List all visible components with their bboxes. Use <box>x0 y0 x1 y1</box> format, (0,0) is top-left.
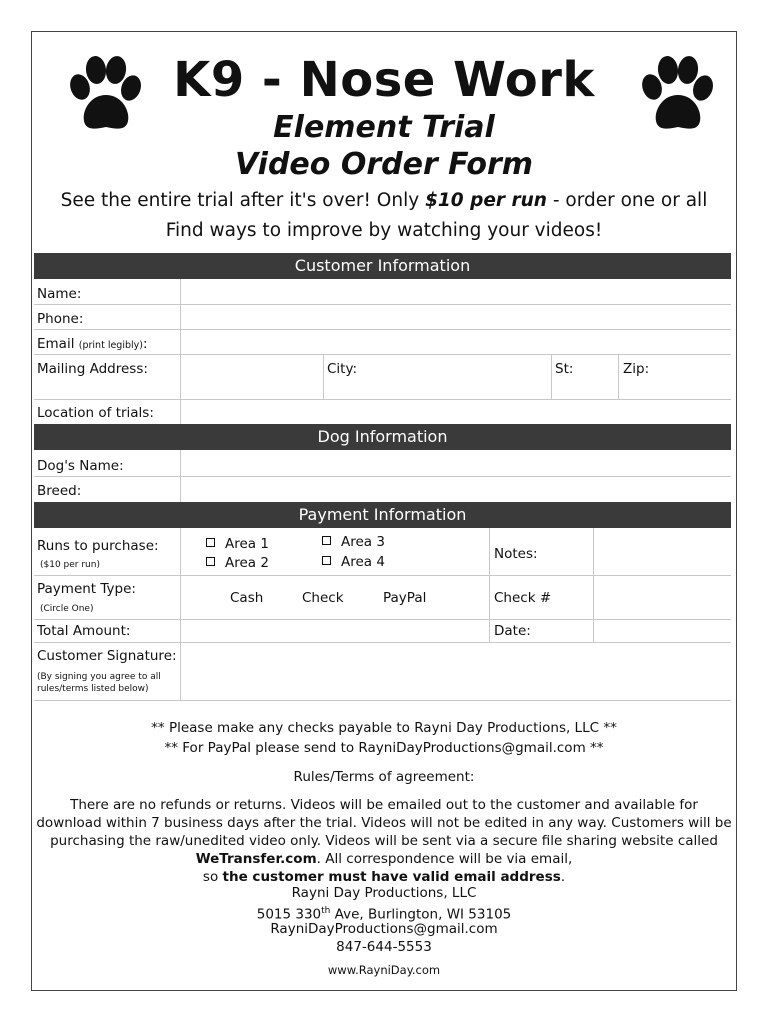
area-3-checkbox[interactable]: Area 3 <box>322 533 385 551</box>
date-label: Date: <box>494 623 531 639</box>
name-label: Name: <box>37 286 82 302</box>
city-label: City: <box>327 361 358 377</box>
area-4-checkbox[interactable]: Area 4 <box>322 553 385 571</box>
zip-label: Zip: <box>623 361 650 377</box>
signature-note: (By signing you agree to all <box>37 672 161 682</box>
phone-field[interactable] <box>182 305 730 328</box>
company-website[interactable]: www.RayniDay.com <box>327 963 441 977</box>
signature-label: Customer Signature: <box>37 648 177 664</box>
address-field[interactable] <box>182 355 322 398</box>
checkbox-icon <box>322 536 331 545</box>
payment-type-note: (Circle One) <box>40 604 94 614</box>
email-label: Email (print legibly): <box>37 336 148 352</box>
tagline-2: Find ways to improve by watching your videos! <box>165 220 603 241</box>
checkbox-icon <box>322 556 331 565</box>
company-address: 5015 330th Ave, Burlington, WI 53105 <box>256 906 512 923</box>
customer-section-header: Customer Information <box>34 253 731 279</box>
notes-label: Notes: <box>494 546 538 562</box>
breed-field[interactable] <box>182 477 730 501</box>
order-form <box>31 31 737 991</box>
form-subtitle-2: Video Order Form <box>234 147 534 182</box>
total-amount-label: Total Amount: <box>37 623 131 639</box>
date-field[interactable] <box>595 620 730 641</box>
form-title: K9 - Nose Work <box>173 52 595 108</box>
trial-location-label: Location of trials: <box>37 405 154 421</box>
dog-name-field[interactable] <box>182 451 730 475</box>
check-number-field[interactable] <box>595 576 730 618</box>
payment-option-paypal[interactable]: PayPal <box>383 590 427 606</box>
runs-label: Runs to purchase: <box>37 538 159 554</box>
payment-option-cash[interactable]: Cash <box>230 590 264 606</box>
check-payable-note: ** Please make any checks payable to Rayni Day Productions, LLC ** <box>151 720 617 736</box>
area-1-checkbox[interactable]: Area 1 <box>206 535 269 553</box>
mailing-address-label: Mailing Address: <box>37 361 148 377</box>
area-2-checkbox[interactable]: Area 2 <box>206 554 269 572</box>
company-email: RayniDayProductions@gmail.com <box>270 921 498 937</box>
form-subtitle: Element Trial <box>273 110 495 145</box>
company-name: Rayni Day Productions, LLC <box>291 885 477 901</box>
payment-option-check[interactable]: Check <box>302 590 344 606</box>
breed-label: Breed: <box>37 483 82 499</box>
location-field[interactable] <box>182 400 730 423</box>
checkbox-icon <box>206 538 215 547</box>
company-phone: 847-644-5553 <box>336 939 432 955</box>
payment-type-label: Payment Type: <box>37 581 136 597</box>
total-amount-field[interactable] <box>182 620 488 641</box>
check-number-label: Check # <box>494 590 552 606</box>
dog-section-header: Dog Information <box>34 424 731 450</box>
email-field[interactable] <box>182 330 730 353</box>
terms-body: There are no refunds or returns. Videos will be emailed out to the customer and available for download within 7 business days after the trial. Videos will not be edited in any way. Customers will be purchasing the raw/unedited video only. Videos will be sent via a secure file sharing website called WeTransfer.com. All correspondence will be via email, so the customer must have valid email address. <box>36 797 732 885</box>
phone-label: Phone: <box>37 311 84 327</box>
runs-note: ($10 per run) <box>40 560 100 570</box>
signature-field[interactable] <box>182 643 730 699</box>
paypal-note: ** For PayPal please send to RayniDayProductions@gmail.com ** <box>164 740 604 756</box>
signature-note-2: rules/terms listed below) <box>37 684 149 694</box>
dog-name-label: Dog's Name: <box>37 458 124 474</box>
tagline: See the entire trial after it's over! Only $10 per run - order one or all <box>60 190 708 211</box>
payment-section-header: Payment Information <box>34 502 731 528</box>
notes-field[interactable] <box>595 529 730 574</box>
terms-heading: Rules/Terms of agreement: <box>293 769 475 785</box>
name-field[interactable] <box>182 280 730 303</box>
checkbox-icon <box>206 557 215 566</box>
state-label: St: <box>555 361 574 377</box>
